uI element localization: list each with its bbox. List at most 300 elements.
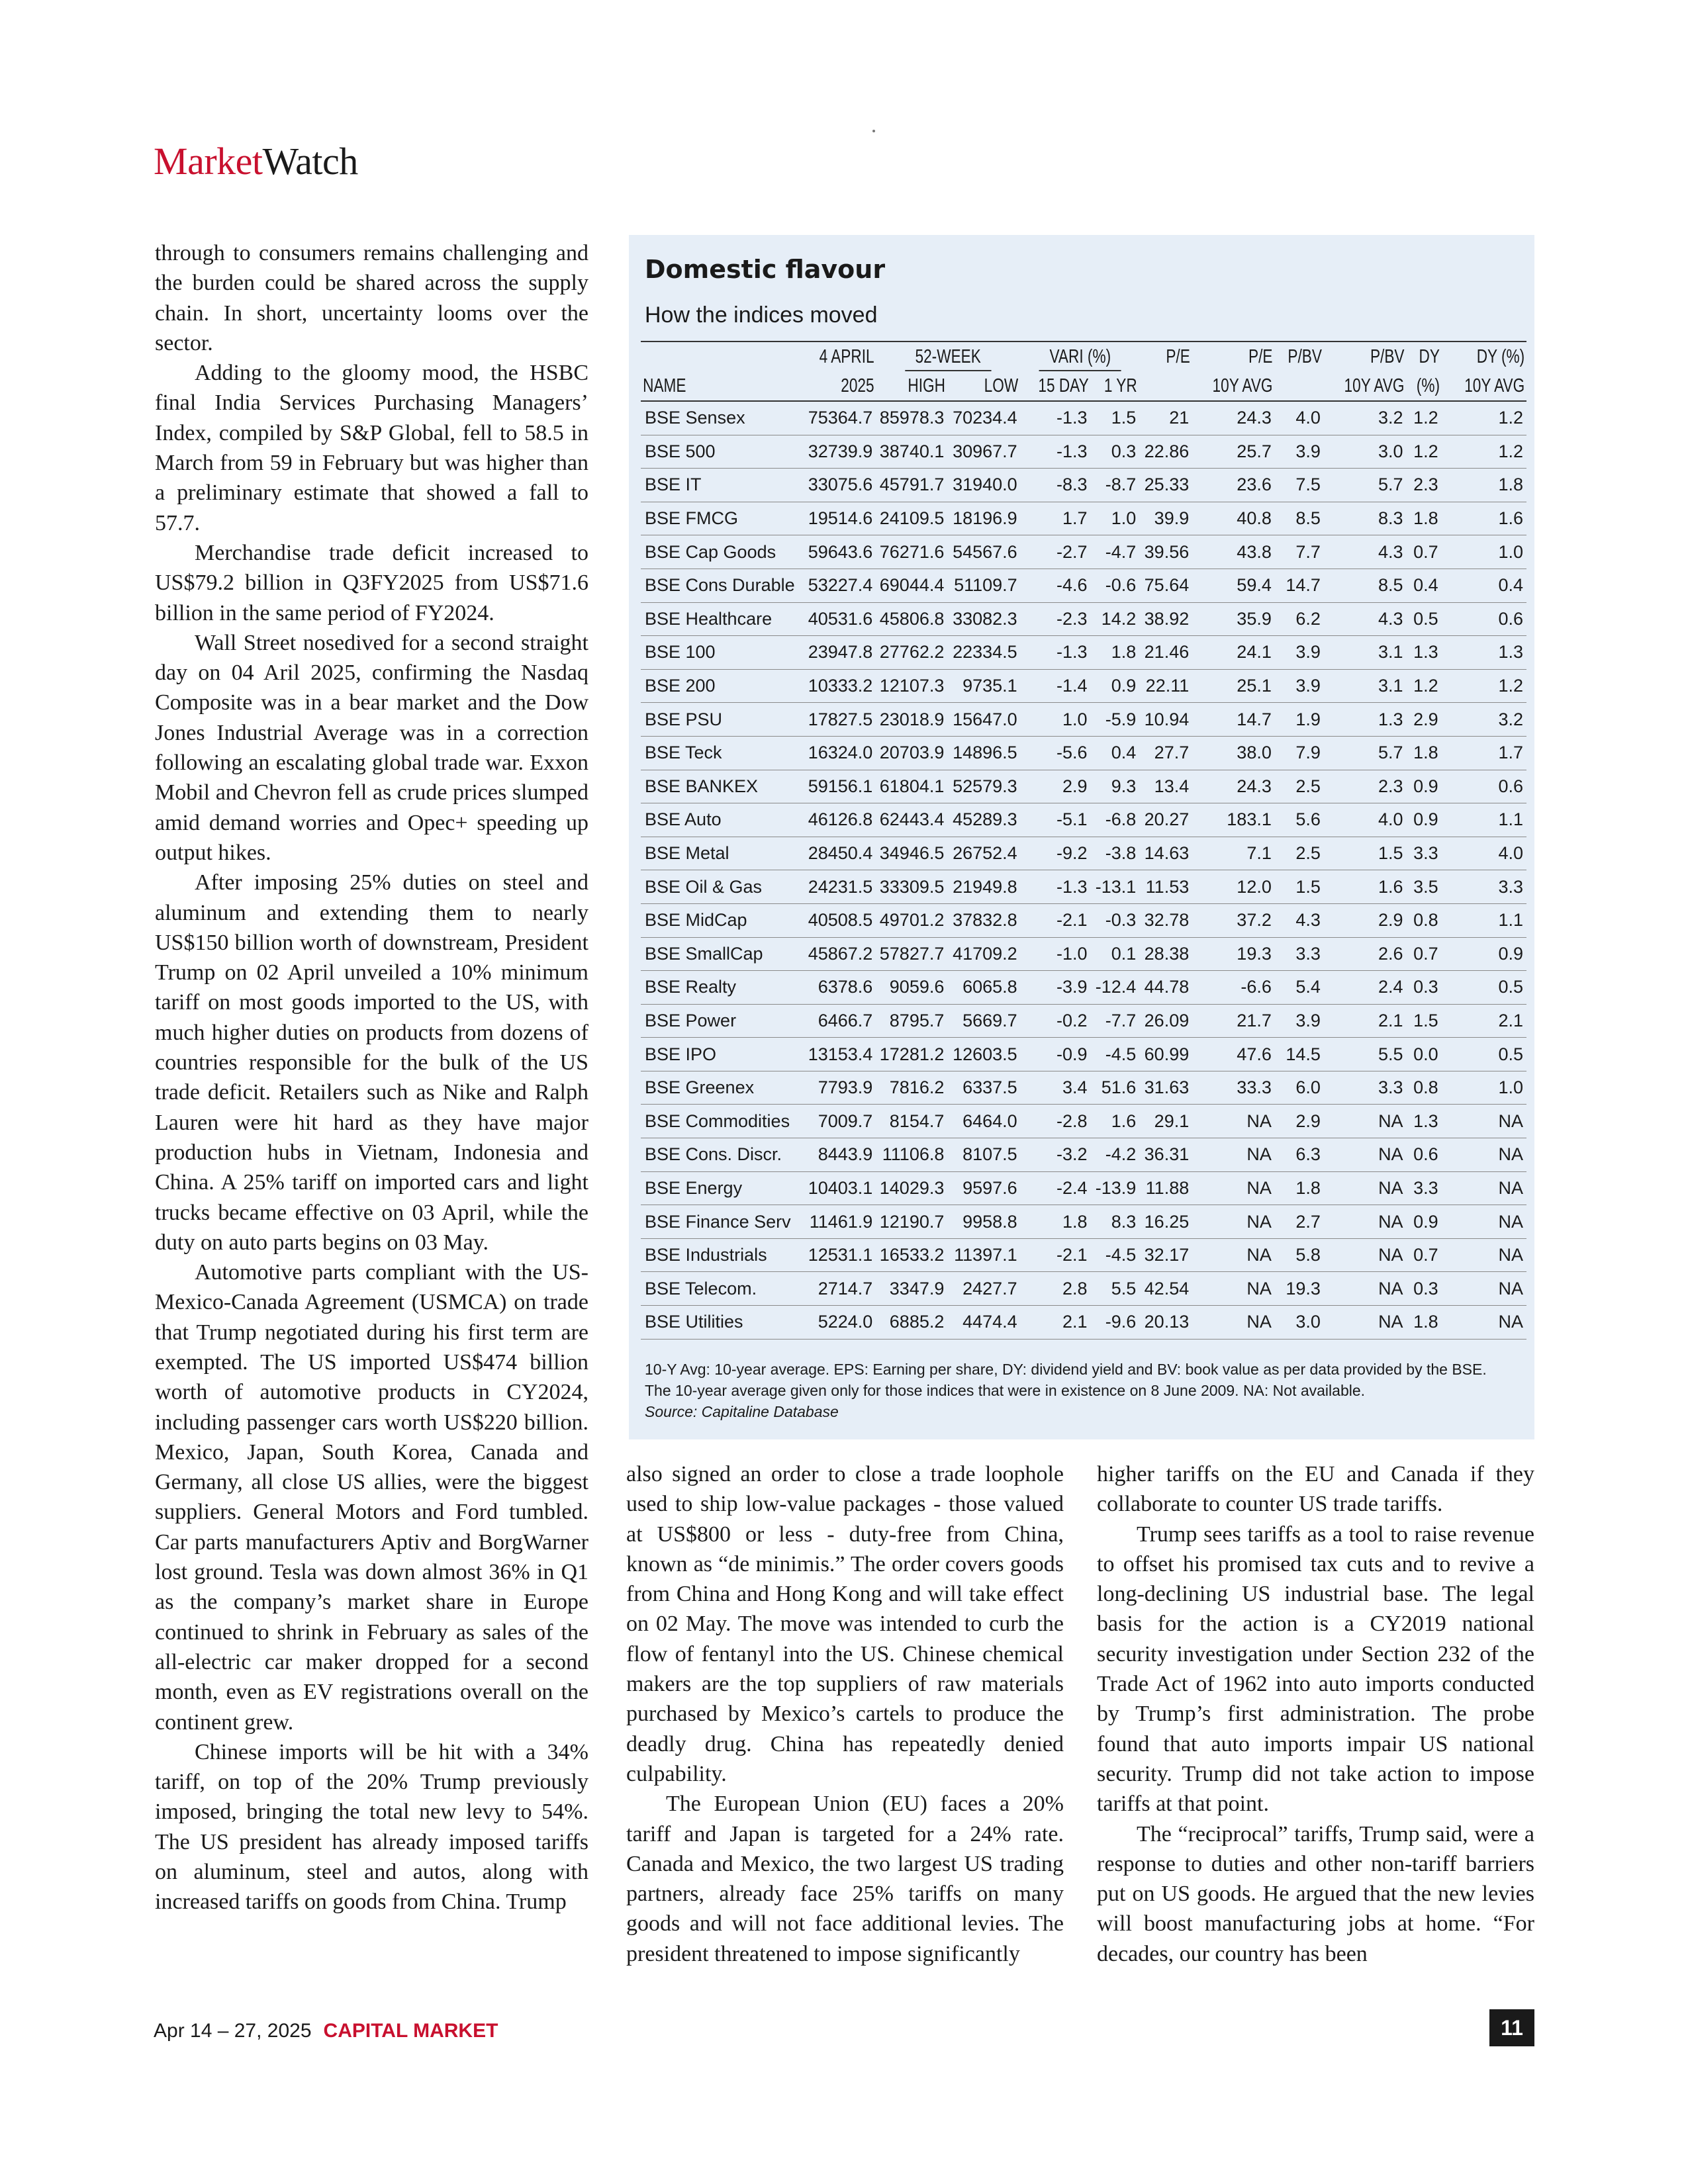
value-cell: -8.7 xyxy=(1090,469,1139,502)
table-row xyxy=(641,1105,1526,1138)
value-cell: -9.6 xyxy=(1090,1306,1139,1340)
index-name-cell: BSE 200 xyxy=(641,669,798,703)
value-cell: 8795.7 xyxy=(876,1004,947,1038)
indices-table xyxy=(641,341,1526,1340)
value-cell: 45791.7 xyxy=(876,469,947,502)
value-cell: 61804.1 xyxy=(876,770,947,803)
value-cell: 14.5 xyxy=(1275,1038,1324,1071)
value-cell: 12.0 xyxy=(1192,870,1275,904)
value-cell: -5.6 xyxy=(1021,736,1091,770)
value-cell: 3.9 xyxy=(1275,1004,1324,1038)
value-cell: 3.0 xyxy=(1324,435,1407,469)
value-cell: 30967.7 xyxy=(947,435,1020,469)
value-cell: 1.2 xyxy=(1407,435,1442,469)
value-cell: 10403.1 xyxy=(798,1171,876,1205)
value-cell: 1.0 xyxy=(1090,502,1139,535)
value-cell: -4.5 xyxy=(1090,1038,1139,1071)
value-cell: 1.8 xyxy=(1407,1306,1442,1340)
value-cell: 12107.3 xyxy=(876,669,947,703)
footnote-line-2: The 10-year average given only for those indices that were in existence on 8 June 2009. NA: Not available. xyxy=(645,1382,1366,1399)
value-cell: 1.8 xyxy=(1275,1171,1324,1205)
value-cell: 23.6 xyxy=(1192,469,1275,502)
value-cell: 3.3 xyxy=(1442,870,1526,904)
table-row xyxy=(641,903,1526,937)
table-row xyxy=(641,636,1526,670)
index-name-cell: BSE 100 xyxy=(641,636,798,670)
value-cell: 3.5 xyxy=(1407,870,1442,904)
table-header-row-1 xyxy=(641,341,1526,371)
paragraph: higher tariffs on the EU and Canada if they collaborate to counter US trade tariffs. xyxy=(1097,1462,1534,1517)
value-cell: 0.5 xyxy=(1442,971,1526,1005)
value-cell: NA xyxy=(1442,1171,1526,1205)
value-cell: -3.8 xyxy=(1090,837,1139,870)
value-cell: -4.5 xyxy=(1090,1238,1139,1272)
value-cell: 1.2 xyxy=(1442,401,1526,435)
value-cell: 1.6 xyxy=(1090,1105,1139,1138)
value-cell: NA xyxy=(1192,1171,1275,1205)
value-cell: NA xyxy=(1324,1138,1407,1172)
value-cell: 1.3 xyxy=(1324,703,1407,737)
value-cell: 0.9 xyxy=(1407,1205,1442,1239)
value-cell: 51109.7 xyxy=(947,569,1020,602)
value-cell: 13153.4 xyxy=(798,1038,876,1071)
value-cell: 2.5 xyxy=(1275,770,1324,803)
value-cell: 11397.1 xyxy=(947,1238,1020,1272)
value-cell: 14.63 xyxy=(1139,837,1192,870)
value-cell: -2.7 xyxy=(1021,535,1091,569)
value-cell: 33082.3 xyxy=(947,602,1020,636)
value-cell: 2.5 xyxy=(1275,837,1324,870)
value-cell: 0.5 xyxy=(1407,602,1442,636)
value-cell: 20.13 xyxy=(1139,1306,1192,1340)
value-cell: -2.1 xyxy=(1021,1238,1091,1272)
value-cell: 5.7 xyxy=(1324,469,1407,502)
table-row xyxy=(641,937,1526,971)
value-cell: 52579.3 xyxy=(947,770,1020,803)
value-cell: 1.6 xyxy=(1324,870,1407,904)
index-name-cell: BSE Utilities xyxy=(641,1306,798,1340)
index-name-cell: BSE Industrials xyxy=(641,1238,798,1272)
table-row xyxy=(641,1071,1526,1105)
value-cell: 41709.2 xyxy=(947,937,1020,971)
index-name-cell: BSE Cons. Discr. xyxy=(641,1138,798,1172)
table-row xyxy=(641,1205,1526,1239)
value-cell: 39.9 xyxy=(1139,502,1192,535)
table-footnote xyxy=(645,1359,1519,1422)
value-cell: -7.7 xyxy=(1090,1004,1139,1038)
value-cell: 3.3 xyxy=(1407,1171,1442,1205)
value-cell: 4.3 xyxy=(1324,602,1407,636)
value-cell: 1.5 xyxy=(1407,1004,1442,1038)
index-name-cell: BSE Sensex xyxy=(641,401,798,435)
value-cell: 33309.5 xyxy=(876,870,947,904)
value-cell: 1.3 xyxy=(1407,636,1442,670)
value-cell: 4.3 xyxy=(1324,535,1407,569)
value-cell: 22334.5 xyxy=(947,636,1020,670)
value-cell: 75364.7 xyxy=(798,401,876,435)
value-cell: 2.7 xyxy=(1275,1205,1324,1239)
value-cell: 1.8 xyxy=(1442,469,1526,502)
value-cell: 11106.8 xyxy=(876,1138,947,1172)
value-cell: 44.78 xyxy=(1139,971,1192,1005)
value-cell: 9958.8 xyxy=(947,1205,1020,1239)
value-cell: 47.6 xyxy=(1192,1038,1275,1071)
value-cell: 46126.8 xyxy=(798,803,876,837)
header-pe10avg: 10Y AVG xyxy=(1211,371,1275,401)
value-cell: -0.9 xyxy=(1021,1038,1091,1071)
value-cell: 6464.0 xyxy=(947,1105,1020,1138)
table-row xyxy=(641,669,1526,703)
value-cell: 16533.2 xyxy=(876,1238,947,1272)
value-cell: -13.9 xyxy=(1090,1171,1139,1205)
value-cell: 6.0 xyxy=(1275,1071,1324,1105)
table-row xyxy=(641,602,1526,636)
value-cell: -2.4 xyxy=(1021,1171,1091,1205)
value-cell: -8.3 xyxy=(1021,469,1091,502)
value-cell: -1.3 xyxy=(1021,636,1091,670)
value-cell: NA xyxy=(1442,1138,1526,1172)
value-cell: -1.3 xyxy=(1021,435,1091,469)
value-cell: 2.9 xyxy=(1324,903,1407,937)
value-cell: 11.53 xyxy=(1139,870,1192,904)
value-cell: 38740.1 xyxy=(876,435,947,469)
value-cell: 1.1 xyxy=(1442,903,1526,937)
value-cell: NA xyxy=(1192,1272,1275,1306)
header-low: LOW xyxy=(964,371,1021,401)
value-cell: 3.9 xyxy=(1275,636,1324,670)
value-cell: 0.3 xyxy=(1090,435,1139,469)
value-cell: 7.7 xyxy=(1275,535,1324,569)
value-cell: 0.3 xyxy=(1407,971,1442,1005)
value-cell: 1.1 xyxy=(1442,803,1526,837)
paragraph: Trump sees tariffs as a tool to raise revenue to offset his promised tax cuts and to revive a long-declining US industrial base. The legal basis for the action is a CY2019 national security investigation under Section 232 of the Trade Act of 1962 into auto imports conducted by Trump’s first administration. The probe found that auto imports impair US national security. Trump did not take action to impose tariffs at that point. xyxy=(1097,1522,1534,1817)
value-cell: 1.2 xyxy=(1442,669,1526,703)
value-cell: 20.27 xyxy=(1139,803,1192,837)
table-row xyxy=(641,1238,1526,1272)
value-cell: 2.6 xyxy=(1324,937,1407,971)
masthead-watch: Watch xyxy=(262,140,358,183)
value-cell: 4.3 xyxy=(1275,903,1324,937)
header-52week: 52-WEEK xyxy=(892,341,1004,371)
table-row xyxy=(641,837,1526,870)
paragraph: also signed an order to close a trade loophole used to ship low-value packages - those valued at US$800 or less - duty-free from China, known as “de minimis.” The order covers goods from China and Hong Kong and will take effect on 02 May. The move was intended to curb the flow of fentanyl into the US. Chinese chemical makers are the top suppliers of raw materials purchased by Mexico’s cartels to produce the deadly drug. China has repeatedly denied culpability. xyxy=(626,1462,1064,1786)
header-1yr: 1 YR xyxy=(1102,371,1140,401)
value-cell: 2.3 xyxy=(1407,469,1442,502)
index-name-cell: BSE Realty xyxy=(641,971,798,1005)
index-name-cell: BSE MidCap xyxy=(641,903,798,937)
value-cell: 10333.2 xyxy=(798,669,876,703)
header-dy: DY xyxy=(1414,341,1441,371)
value-cell: 38.0 xyxy=(1192,736,1275,770)
value-cell: 24.3 xyxy=(1192,401,1275,435)
header-dy10: DY (%) xyxy=(1460,341,1526,371)
value-cell: 3347.9 xyxy=(876,1272,947,1306)
value-cell: 20703.9 xyxy=(876,736,947,770)
value-cell: 0.7 xyxy=(1407,937,1442,971)
table-row xyxy=(641,1138,1526,1172)
value-cell: 45806.8 xyxy=(876,602,947,636)
value-cell: 0.6 xyxy=(1442,770,1526,803)
value-cell: 57827.7 xyxy=(876,937,947,971)
value-cell: 1.6 xyxy=(1442,502,1526,535)
value-cell: 3.4 xyxy=(1021,1071,1091,1105)
header-pbv10: P/BV xyxy=(1342,341,1406,371)
value-cell: 2.9 xyxy=(1407,703,1442,737)
header-cell xyxy=(641,341,763,371)
index-name-cell: BSE IPO xyxy=(641,1038,798,1071)
header-dy10avg: 10Y AVG xyxy=(1460,371,1526,401)
value-cell: 85978.3 xyxy=(876,401,947,435)
value-cell: 27.7 xyxy=(1139,736,1192,770)
value-cell: 54567.6 xyxy=(947,535,1020,569)
index-name-cell: BSE SmallCap xyxy=(641,937,798,971)
value-cell: 10.94 xyxy=(1139,703,1192,737)
value-cell: 17281.2 xyxy=(876,1038,947,1071)
value-cell: 1.7 xyxy=(1021,502,1091,535)
value-cell: 60.99 xyxy=(1139,1038,1192,1071)
header-year: 2025 xyxy=(816,371,876,401)
paragraph: Automotive parts compliant with the US-Mexico-Canada Agreement (USMCA) on trade that Trump negotiated during his first term are exempted. The US imported US$474 billion worth of automotive products in CY2024, including passenger cars worth US$220 billion. Mexico, Japan, South Korea, Canada and Germany, all close US allies, were the biggest suppliers. General Motors and Ford tumbled. Car parts manufacturers Aptiv and BorgWarner lost ground. Tesla was down almost 36% in Q1 as the company’s market share in Europe continued to shrink in February as sales of the all-electric car maker dropped for a second month, even as EV registrations overall on the continent grew. xyxy=(155,1260,588,1735)
value-cell: 76271.6 xyxy=(876,535,947,569)
value-cell: 40508.5 xyxy=(798,903,876,937)
value-cell: 0.5 xyxy=(1442,1038,1526,1071)
header-pbv10avg: 10Y AVG xyxy=(1342,371,1406,401)
value-cell: 5.5 xyxy=(1324,1038,1407,1071)
value-cell: 40.8 xyxy=(1192,502,1275,535)
value-cell: 7793.9 xyxy=(798,1071,876,1105)
value-cell: 0.7 xyxy=(1407,1238,1442,1272)
index-name-cell: BSE 500 xyxy=(641,435,798,469)
value-cell: 27762.2 xyxy=(876,636,947,670)
value-cell: -6.8 xyxy=(1090,803,1139,837)
value-cell: 1.2 xyxy=(1407,669,1442,703)
value-cell: 6337.5 xyxy=(947,1071,1020,1105)
index-name-cell: BSE Power xyxy=(641,1004,798,1038)
value-cell: 39.56 xyxy=(1139,535,1192,569)
paragraph: After imposing 25% duties on steel and aluminum and extending them to nearly US$150 billion worth of downstream, President Trump on 02 April unveiled a 10% minimum tariff on most goods imported to the US, with much higher duties on products from dozens of countries responsible for the bulk of the US trade deficit. Retailers such as Nike and Ralph Lauren were hit hard as they have major production hubs in Vietnam, Indonesia and China. A 25% tariff on imported cars and light trucks became effective on 03 April, while the duty on auto parts begins on 03 May. xyxy=(155,870,588,1255)
value-cell: 25.1 xyxy=(1192,669,1275,703)
value-cell: NA xyxy=(1324,1306,1407,1340)
value-cell: 7.1 xyxy=(1192,837,1275,870)
value-cell: 14.2 xyxy=(1090,602,1139,636)
value-cell: 40531.6 xyxy=(798,602,876,636)
value-cell: 31.63 xyxy=(1139,1071,1192,1105)
value-cell: 8154.7 xyxy=(876,1105,947,1138)
value-cell: 0.9 xyxy=(1090,669,1139,703)
page-footer xyxy=(154,2020,498,2042)
table-title: Domestic flavour xyxy=(645,255,886,284)
value-cell: 5.6 xyxy=(1275,803,1324,837)
value-cell: 1.7 xyxy=(1442,736,1526,770)
value-cell: -12.4 xyxy=(1090,971,1139,1005)
article-column-1 xyxy=(155,238,588,1917)
value-cell: 1.9 xyxy=(1275,703,1324,737)
value-cell: NA xyxy=(1442,1205,1526,1239)
value-cell: 35.9 xyxy=(1192,602,1275,636)
value-cell: 2.9 xyxy=(1275,1105,1324,1138)
value-cell: -13.1 xyxy=(1090,870,1139,904)
value-cell: 4.0 xyxy=(1275,401,1324,435)
value-cell: 1.0 xyxy=(1442,535,1526,569)
value-cell: 26.09 xyxy=(1139,1004,1192,1038)
table-row xyxy=(641,502,1526,535)
value-cell: 3.3 xyxy=(1275,937,1324,971)
value-cell: 6378.6 xyxy=(798,971,876,1005)
value-cell: 21.7 xyxy=(1192,1004,1275,1038)
index-name-cell: BSE Commodities xyxy=(641,1105,798,1138)
table-row xyxy=(641,401,1526,435)
value-cell: 4.0 xyxy=(1442,837,1526,870)
value-cell: 6065.8 xyxy=(947,971,1020,1005)
value-cell: 14.7 xyxy=(1192,703,1275,737)
index-name-cell: BSE Telecom. xyxy=(641,1272,798,1306)
value-cell: 14029.3 xyxy=(876,1171,947,1205)
index-name-cell: BSE Greenex xyxy=(641,1071,798,1105)
value-cell: 53227.4 xyxy=(798,569,876,602)
value-cell: 28450.4 xyxy=(798,837,876,870)
value-cell: 3.2 xyxy=(1324,401,1407,435)
value-cell: -2.1 xyxy=(1021,903,1091,937)
value-cell: 32.78 xyxy=(1139,903,1192,937)
index-name-cell: BSE Cons Durable xyxy=(641,569,798,602)
value-cell: 24231.5 xyxy=(798,870,876,904)
header-pe-blank xyxy=(1151,371,1192,401)
value-cell: 0.1 xyxy=(1090,937,1139,971)
value-cell: NA xyxy=(1442,1105,1526,1138)
value-cell: -1.4 xyxy=(1021,669,1091,703)
value-cell: 2.9 xyxy=(1021,770,1091,803)
value-cell: 5.5 xyxy=(1090,1272,1139,1306)
value-cell: 32739.9 xyxy=(798,435,876,469)
value-cell: 8.5 xyxy=(1324,569,1407,602)
value-cell: 37832.8 xyxy=(947,903,1020,937)
value-cell: 0.9 xyxy=(1442,937,1526,971)
value-cell: -4.7 xyxy=(1090,535,1139,569)
value-cell: 8.5 xyxy=(1275,502,1324,535)
value-cell: 0.8 xyxy=(1407,1071,1442,1105)
index-name-cell: BSE Cap Goods xyxy=(641,535,798,569)
value-cell: 3.9 xyxy=(1275,435,1324,469)
value-cell: -2.3 xyxy=(1021,602,1091,636)
value-cell: 0.9 xyxy=(1407,803,1442,837)
index-name-cell: BSE Teck xyxy=(641,736,798,770)
index-name-cell: BSE BANKEX xyxy=(641,770,798,803)
value-cell: 33.3 xyxy=(1192,1071,1275,1105)
value-cell: 0.0 xyxy=(1407,1038,1442,1071)
value-cell: 69044.4 xyxy=(876,569,947,602)
table-row xyxy=(641,569,1526,602)
value-cell: 4474.4 xyxy=(947,1306,1020,1340)
value-cell: 70234.4 xyxy=(947,401,1020,435)
table-row xyxy=(641,1038,1526,1071)
value-cell: 8.3 xyxy=(1324,502,1407,535)
table-row xyxy=(641,1171,1526,1205)
value-cell: 0.3 xyxy=(1407,1272,1442,1306)
value-cell: 42.54 xyxy=(1139,1272,1192,1306)
value-cell: 29.1 xyxy=(1139,1105,1192,1138)
value-cell: 0.6 xyxy=(1442,602,1526,636)
value-cell: 1.2 xyxy=(1407,401,1442,435)
value-cell: NA xyxy=(1442,1306,1526,1340)
value-cell: 11.88 xyxy=(1139,1171,1192,1205)
index-name-cell: BSE Metal xyxy=(641,837,798,870)
value-cell: -4.6 xyxy=(1021,569,1091,602)
value-cell: 21 xyxy=(1139,401,1192,435)
header-date: 4 APRIL xyxy=(816,341,876,371)
value-cell: 36.31 xyxy=(1139,1138,1192,1172)
value-cell: 59156.1 xyxy=(798,770,876,803)
value-cell: 33075.6 xyxy=(798,469,876,502)
value-cell: 62443.4 xyxy=(876,803,947,837)
value-cell: 0.9 xyxy=(1407,770,1442,803)
value-cell: 23018.9 xyxy=(876,703,947,737)
value-cell: 18196.9 xyxy=(947,502,1020,535)
value-cell: 1.3 xyxy=(1407,1105,1442,1138)
value-cell: 23947.8 xyxy=(798,636,876,670)
value-cell: 32.17 xyxy=(1139,1238,1192,1272)
paragraph: Wall Street nosedived for a second straight day on 04 Aril 2025, confirming the Nasdaq Composite was in a bear market and the Dow Jones Industrial Average was in a correction following an escalating global trade war. Exxon Mobil and Chevron fell as crude prices slumped amid demand worries and Opec+ speeding up output hikes. xyxy=(155,630,588,865)
header-pe10: P/E xyxy=(1211,341,1275,371)
value-cell: NA xyxy=(1442,1272,1526,1306)
masthead-market: Market xyxy=(154,140,263,183)
index-name-cell: BSE Finance Serv xyxy=(641,1205,798,1239)
index-name-cell: BSE FMCG xyxy=(641,502,798,535)
index-name-cell: BSE Healthcare xyxy=(641,602,798,636)
table-row xyxy=(641,770,1526,803)
header-name: NAME xyxy=(641,371,763,401)
header-dy-pct: (%) xyxy=(1414,371,1441,401)
value-cell: 3.3 xyxy=(1407,837,1442,870)
value-cell: 45867.2 xyxy=(798,937,876,971)
header-15day: 15 DAY xyxy=(1036,371,1091,401)
value-cell: 1.8 xyxy=(1090,636,1139,670)
header-pe: P/E xyxy=(1151,341,1192,371)
value-cell: 2427.7 xyxy=(947,1272,1020,1306)
value-cell: 24109.5 xyxy=(876,502,947,535)
value-cell: 2.1 xyxy=(1021,1306,1091,1340)
value-cell: 0.4 xyxy=(1442,569,1526,602)
index-name-cell: BSE Energy xyxy=(641,1171,798,1205)
value-cell: NA xyxy=(1192,1238,1275,1272)
value-cell: 19.3 xyxy=(1275,1272,1324,1306)
value-cell: 0.8 xyxy=(1407,903,1442,937)
value-cell: 3.3 xyxy=(1324,1071,1407,1105)
value-cell: 16.25 xyxy=(1139,1205,1192,1239)
value-cell: 2.1 xyxy=(1442,1004,1526,1038)
value-cell: -0.2 xyxy=(1021,1004,1091,1038)
header-pbv-blank xyxy=(1286,371,1324,401)
value-cell: 3.2 xyxy=(1442,703,1526,737)
value-cell: 13.4 xyxy=(1139,770,1192,803)
magazine-name: CAPITAL MARKET xyxy=(323,2020,498,2042)
value-cell: 1.8 xyxy=(1407,502,1442,535)
value-cell: 12531.1 xyxy=(798,1238,876,1272)
value-cell: -5.9 xyxy=(1090,703,1139,737)
value-cell: 8107.5 xyxy=(947,1138,1020,1172)
value-cell: -0.3 xyxy=(1090,903,1139,937)
value-cell: 22.86 xyxy=(1139,435,1192,469)
value-cell: 1.0 xyxy=(1021,703,1091,737)
index-name-cell: BSE Auto xyxy=(641,803,798,837)
value-cell: 3.1 xyxy=(1324,636,1407,670)
value-cell: 1.5 xyxy=(1324,837,1407,870)
value-cell: 12603.5 xyxy=(947,1038,1020,1071)
value-cell: 45289.3 xyxy=(947,803,1020,837)
value-cell: -1.3 xyxy=(1021,870,1091,904)
value-cell: 21.46 xyxy=(1139,636,1192,670)
value-cell: 2.1 xyxy=(1324,1004,1407,1038)
table-row xyxy=(641,435,1526,469)
